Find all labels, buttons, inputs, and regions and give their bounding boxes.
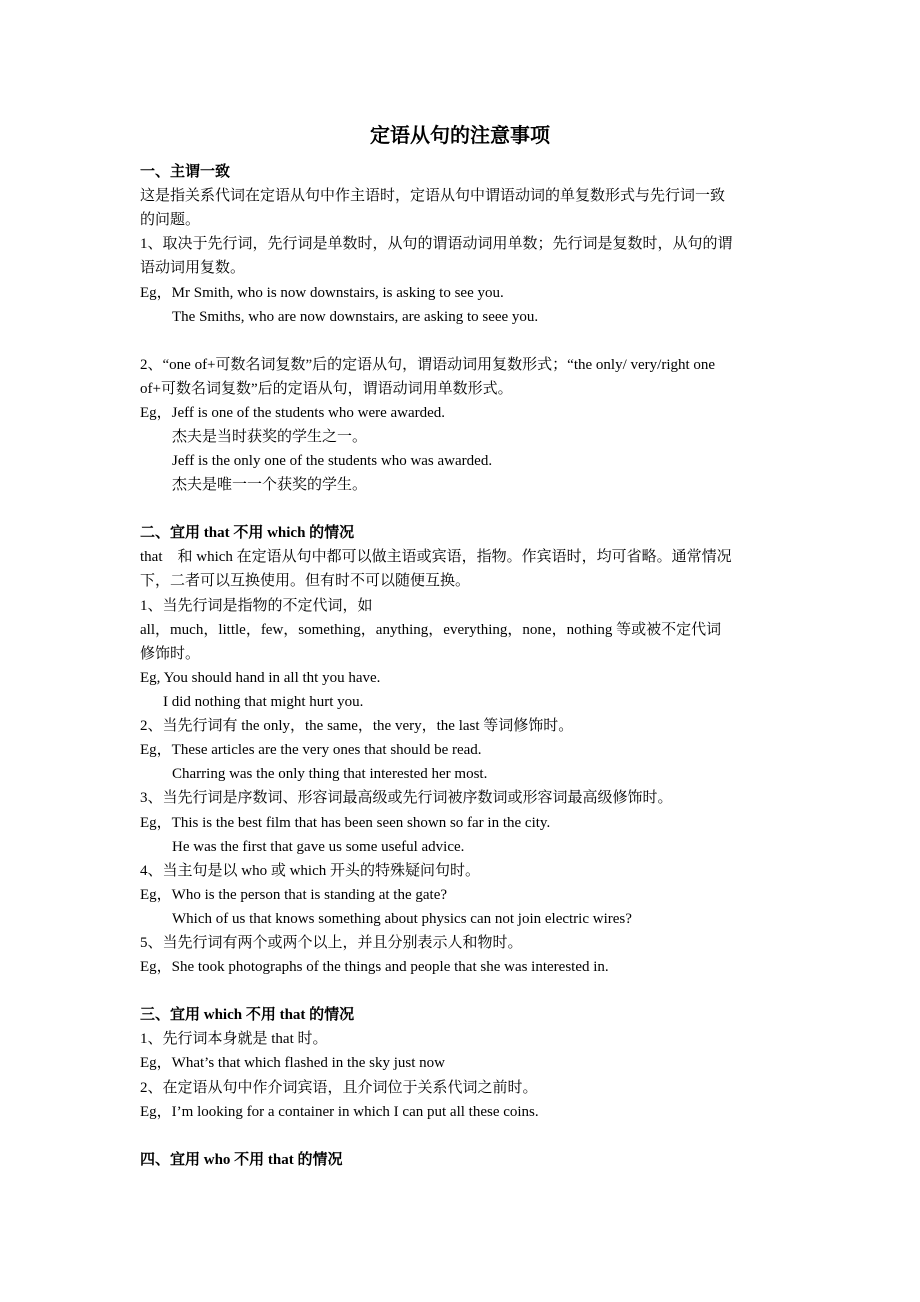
- example-line: Eg，She took photographs of the things and people that she was interested in.: [140, 959, 609, 975]
- rule-line: 2、当先行词有 the only，the same，the very，the last 等词修饰时。: [140, 718, 574, 734]
- example-line: 杰夫是唯一一个获奖的学生。: [172, 477, 368, 493]
- example-line: Eg，These articles are the very ones that should be read.: [140, 742, 482, 758]
- paragraph-line: 的问题。: [140, 212, 201, 228]
- example-line: Charring was the only thing that interested her most.: [172, 766, 488, 782]
- example-line: Jeff is the only one of the students who was awarded.: [172, 453, 493, 469]
- rule-line: of+可数名词复数”后的定语从句，谓语动词用单数形式。: [140, 381, 513, 397]
- rule-line: 1、先行词本身就是 that 时。: [140, 1031, 328, 1047]
- example-line: Eg，I’m looking for a container in which I can put all these coins.: [140, 1104, 539, 1120]
- example-line: Eg，Jeff is one of the students who were awarded.: [140, 405, 446, 421]
- section-heading: 一、主谓一致: [140, 164, 231, 180]
- example-line: Eg，Who is the person that is standing at the gate?: [140, 887, 448, 903]
- section-heading: 二、宜用 that 不用 which 的情况: [140, 525, 355, 541]
- example-line: 杰夫是当时获奖的学生之一。: [172, 429, 368, 445]
- rule-line: 2、在定语从句中作介词宾语，且介词位于关系代词之前时。: [140, 1080, 538, 1096]
- section-heading: 三、宜用 which 不用 that 的情况: [140, 1007, 355, 1023]
- rule-line: 1、取决于先行词，先行词是单数时，从句的谓语动词用单数；先行词是复数时，从句的谓: [140, 236, 733, 252]
- rule-line: 2、“one of+可数名词复数”后的定语从句，谓语动词用复数形式；“the only/ very/right one: [140, 357, 716, 373]
- page-title: 定语从句的注意事项: [370, 125, 550, 147]
- section-heading: 四、宜用 who 不用 that 的情况: [140, 1152, 343, 1168]
- rule-line: 1、当先行词是指物的不定代词，如: [140, 598, 373, 614]
- example-line: Eg，Mr Smith, who is now downstairs, is asking to see you.: [140, 285, 504, 301]
- rule-line: 3、当先行词是序数词、形容词最高级或先行词被序数词或形容词最高级修饰时。: [140, 790, 673, 806]
- example-line: Which of us that knows something about physics can not join electric wires?: [172, 911, 632, 927]
- paragraph-line: 这是指关系代词在定语从句中作主语时，定语从句中谓语动词的单复数形式与先行词一致: [140, 188, 726, 204]
- example-line: I did nothing that might hurt you.: [163, 694, 364, 710]
- example-line: He was the first that gave us some useful advice.: [172, 839, 465, 855]
- rule-line: 4、当主句是以 who 或 which 开头的特殊疑问句时。: [140, 863, 480, 879]
- paragraph-line: that 和 which 在定语从句中都可以做主语或宾语，指物。作宾语时，均可省略。通常情况: [140, 549, 732, 565]
- rule-line: 语动词用复数。: [140, 260, 246, 276]
- rule-line: all，much，little，few，something，anything，everything，none，nothing 等或被不定代词: [140, 622, 722, 638]
- paragraph-line: 下，二者可以互换使用。但有时不可以随便互换。: [140, 573, 471, 589]
- example-line: Eg, You should hand in all tht you have.: [140, 670, 381, 686]
- rule-line: 修饰时。: [140, 646, 201, 662]
- rule-line: 5、当先行词有两个或两个以上，并且分别表示人和物时。: [140, 935, 523, 951]
- example-line: Eg，This is the best film that has been seen shown so far in the city.: [140, 815, 551, 831]
- example-line: Eg，What’s that which flashed in the sky just now: [140, 1055, 445, 1071]
- example-line: The Smiths, who are now downstairs, are asking to seee you.: [172, 309, 539, 325]
